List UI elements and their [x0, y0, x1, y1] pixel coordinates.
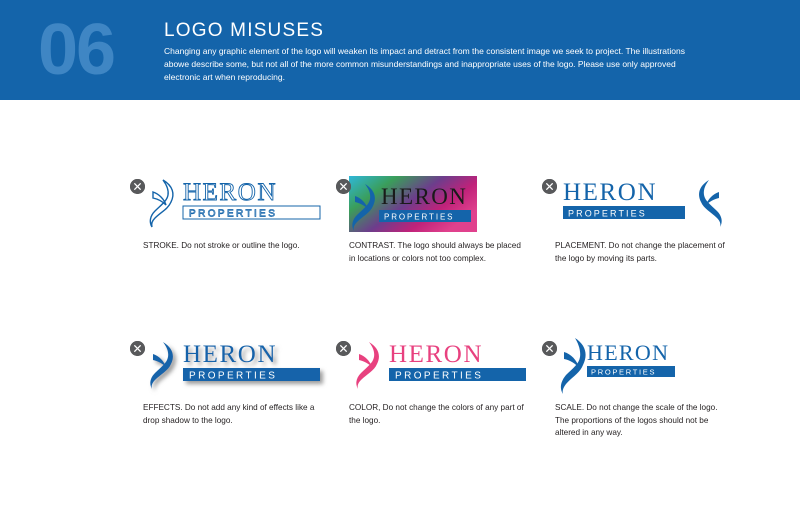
svg-text:HERON: HERON	[183, 341, 278, 368]
logo-sample-scale	[555, 334, 745, 396]
svg-text:PROPERTIES: PROPERTIES	[395, 370, 484, 382]
misuse-caption: STROKE. Do not stroke or outline the logo.	[143, 241, 300, 250]
logo-sample-color	[349, 334, 539, 396]
svg-text:HERON: HERON	[183, 179, 278, 206]
misuse-caption: SCALE. Do not change the scale of the logo. The proportions of the logos should not be altered in any way.	[555, 403, 718, 438]
svg-text:HERON: HERON	[563, 179, 658, 206]
svg-text:PROPERTIES: PROPERTIES	[384, 212, 455, 222]
x-circle-icon	[130, 179, 145, 194]
page-title: LOGO MISUSES	[164, 20, 325, 41]
logo-sample-effects	[143, 334, 333, 396]
svg-text:PROPERTIES: PROPERTIES	[189, 208, 278, 220]
logo-sample-contrast	[349, 172, 539, 234]
svg-text:HERON: HERON	[389, 341, 484, 368]
logo-sample-placement	[555, 172, 745, 234]
misuse-caption: PLACEMENT. Do not change the placement of the logo by moving its parts.	[555, 241, 725, 263]
misuse-caption: CONTRAST. The logo should always be placed in locations or colors not too complex.	[349, 241, 521, 263]
x-circle-icon	[542, 179, 557, 194]
misuse-grid	[0, 160, 800, 462]
svg-text:PROPERTIES: PROPERTIES	[189, 370, 278, 382]
page-description: Changing any graphic element of the logo will weaken its impact and detract from the consistent image we seek to project. The illustrations abowe describe some, but not all of the more common misunderstandings and inappropriate uses of the logo. Please use only approved electronic art when reproducing.	[164, 46, 685, 83]
misuse-caption: EFFECTS. Do not add any kind of effects like a drop shadow to the logo.	[143, 403, 315, 425]
x-circle-icon	[336, 341, 351, 356]
x-circle-icon	[130, 341, 145, 356]
svg-text:PROPERTIES: PROPERTIES	[568, 208, 647, 219]
misuse-row	[0, 160, 800, 300]
logo-sample-stroke	[143, 172, 333, 234]
svg-text:PROPERTIES: PROPERTIES	[591, 367, 657, 377]
svg-text:HERON: HERON	[381, 184, 468, 209]
misuse-row	[0, 322, 800, 462]
x-circle-icon	[542, 341, 557, 356]
misuse-caption: COLOR, Do not change the colors of any part of the logo.	[349, 403, 524, 425]
x-circle-icon	[336, 179, 351, 194]
svg-text:HERON: HERON	[587, 340, 670, 365]
section-number: 06	[38, 10, 115, 90]
page-header	[0, 0, 800, 100]
